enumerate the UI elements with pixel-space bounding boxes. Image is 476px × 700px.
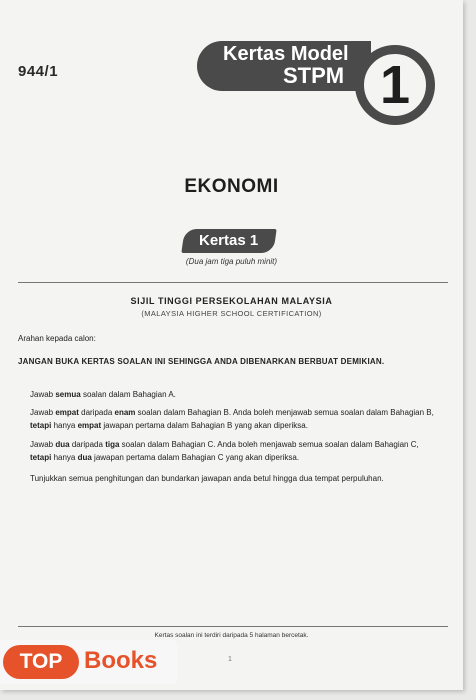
topbooks-logo [0,640,178,684]
divider-bottom [18,626,448,627]
logo-top: TOP [3,645,79,679]
banner-line1: Kertas Model [223,43,349,65]
model-paper-banner [197,41,371,91]
certificate-title: SIJIL TINGGI PERSEKOLAHAN MALAYSIA [130,296,333,306]
instructions-heading: Arahan kepada calon: [18,334,96,343]
instruction-part-c: Jawab dua daripada tiga soalan dalam Bahagian C. Anda boleh menjawab semua soalan dalam Bahagian C, tetapi hanya dua jawapan pertama dalam Bahagian C yang akan diperiksa. [30,440,419,462]
instruction-part-b: Jawab empat daripada enam soalan dalam Bahagian B. Anda boleh menjawab semua soalan dalam Bahagian B, tetapi hanya empat jawapan pertama dalam Bahagian B yang akan diperiksa. [30,408,434,430]
divider-top [18,282,448,283]
paper-number-badge: 1 [355,45,435,125]
page-number: 1 [228,656,232,663]
instruction-rounding: Tunjukkan semua penghitungan dan bundarkan jawapan anda betul hingga dua tempat perpuluhan. [30,474,384,483]
subject-title: EKONOMI [184,176,279,197]
paper-code: 944/1 [18,63,59,80]
paper-duration: (Dua jam tiga puluh minit) [185,257,278,266]
paper-label: Kertas 1 [199,232,259,249]
paper-label-badge [181,229,276,253]
instructions-warning: JANGAN BUKA KERTAS SOALAN INI SEHINGGA ANDA DIBENARKAN BERBUAT DEMIKIAN. [18,357,385,366]
instruction-part-a: Jawab semua soalan dalam Bahagian A. [30,390,176,399]
certificate-title-en: (MALAYSIA HIGHER SCHOOL CERTIFICATION) [141,309,322,318]
page-count-note: Kertas soalan ini terdiri daripada 5 halaman bercetak. [154,632,309,639]
banner-line2: STPM [283,63,345,88]
logo-books: Books [84,647,158,674]
